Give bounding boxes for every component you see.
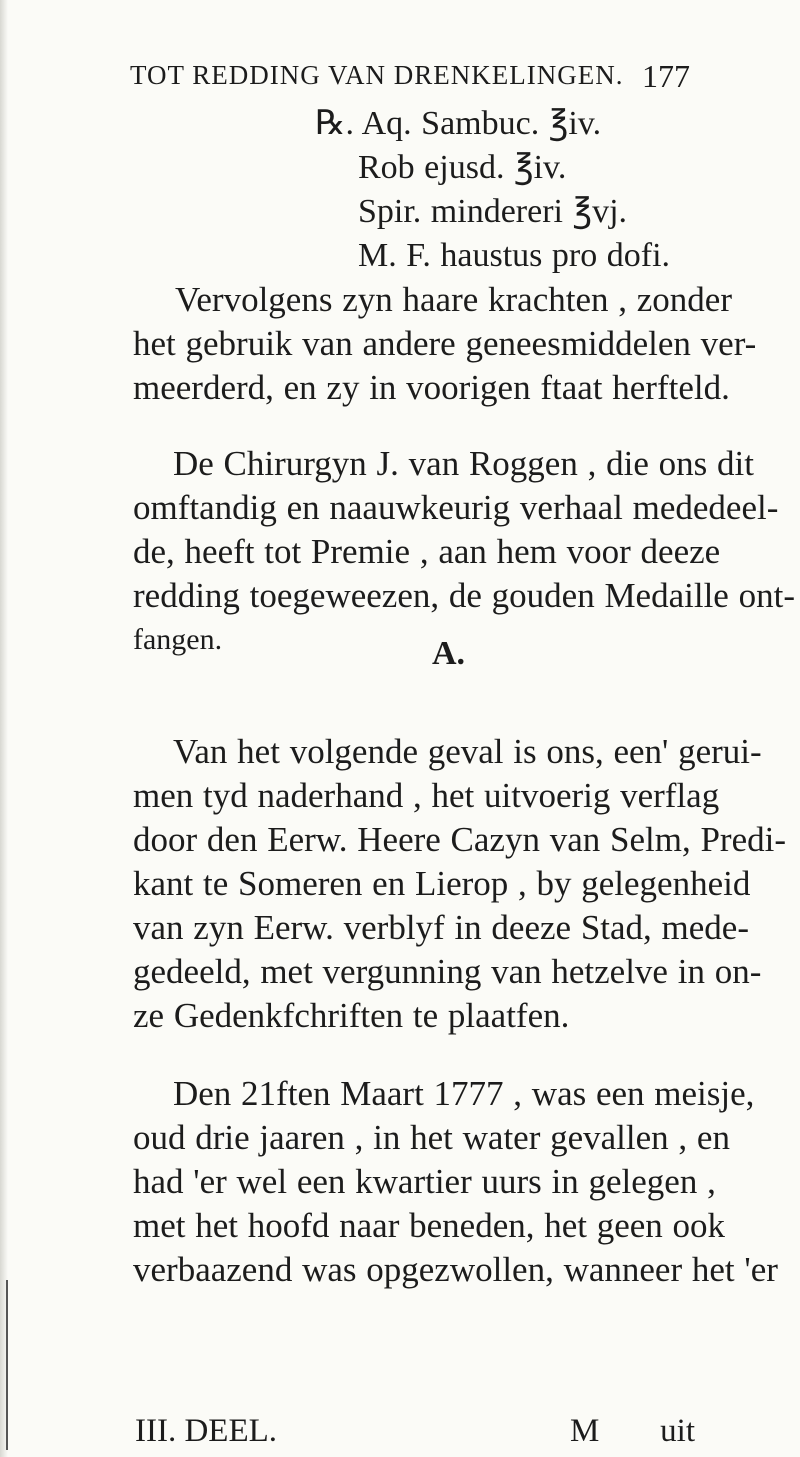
text-line: Van het volgende geval is ons, een' gerui- bbox=[173, 732, 762, 771]
text-line: had 'er wel een kwartier uurs in gelegen , bbox=[133, 1162, 716, 1201]
text-line: van zyn Eerw. verblyf in deeze Stad, mede- bbox=[133, 908, 749, 947]
section-heading: A. bbox=[432, 635, 466, 672]
text-line: Den 21ften Maart 1777 , was een meisje, bbox=[173, 1074, 755, 1113]
text-line: men tyd naderhand , het uitvoerig verflag bbox=[133, 776, 720, 815]
prescription-line: M. F. haustus pro dofi. bbox=[358, 237, 671, 274]
catchword: uit bbox=[660, 1413, 695, 1449]
text-line: oud drie jaaren , in het water gevallen , en bbox=[133, 1118, 730, 1157]
text-line: fangen. bbox=[133, 623, 223, 656]
text-line: kant te Someren en Lierop , by gelegenheid bbox=[133, 864, 751, 903]
text-line: de, heeft tot Premie , aan hem voor deeze bbox=[133, 532, 721, 571]
text-line: De Chirurgyn J. van Roggen , die ons dit bbox=[173, 444, 754, 483]
prescription-block bbox=[0, 0, 800, 274]
page-edge-shadow bbox=[0, 0, 8, 1457]
page-footer bbox=[135, 1413, 695, 1453]
binding-edge-line bbox=[6, 1280, 8, 1450]
page-number: 177 bbox=[642, 58, 690, 94]
prescription-line: ℞. Aq. Sambuc. ℥iv. bbox=[315, 105, 602, 142]
text-line: redding toegeweezen, de gouden Medaille ont- bbox=[133, 576, 795, 615]
text-line: Vervolgens zyn haare krachten , zonder bbox=[175, 280, 732, 319]
gathering-signature: M bbox=[570, 1413, 600, 1449]
text-line: door den Eerw. Heere Cazyn van Selm, Predi- bbox=[133, 820, 786, 859]
text-line: verbaazend was opgezwollen, wanneer het 'er bbox=[133, 1250, 778, 1289]
text-line: het gebruik van andere geneesmiddelen ver- bbox=[133, 324, 757, 363]
prescription-line: Spir. mindereri ℥vj. bbox=[358, 193, 628, 230]
text-line: met het hoofd naar beneden, het geen ook bbox=[133, 1206, 726, 1245]
text-line: gedeeld, met vergunning van hetzelve in on- bbox=[133, 952, 762, 991]
prescription-line: Rob ejusd. ℥iv. bbox=[358, 149, 567, 186]
text-line: meerderd, en zy in voorigen ftaat herfteld. bbox=[133, 368, 730, 407]
text-line: omftandig en naauwkeurig verhaal mededeel- bbox=[133, 488, 779, 527]
text-line: ze Gedenkfchriften te plaatfen. bbox=[133, 996, 570, 1035]
running-title: TOT REDDING VAN DRENKELINGEN. bbox=[130, 60, 624, 90]
volume-signature: III. DEEL. bbox=[135, 1413, 278, 1449]
